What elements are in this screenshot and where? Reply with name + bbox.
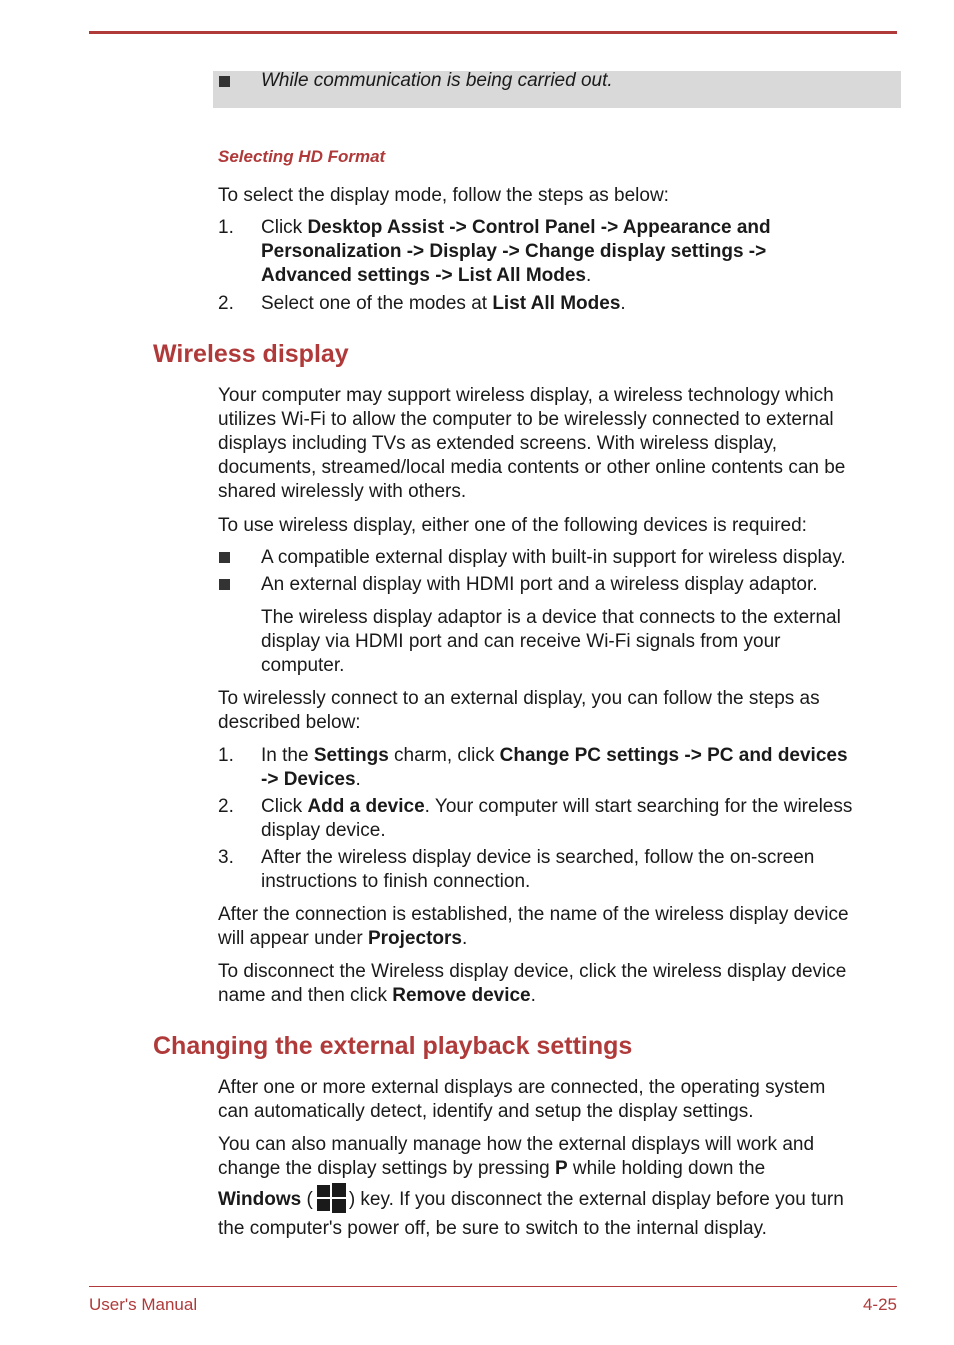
square-bullet-icon	[219, 76, 230, 87]
wireless-bullet-2-note: The wireless display adaptor is a device that connects to the external display via HDMI port and can receive Wi-Fi signals from your computer.	[261, 607, 841, 676]
step-number: 1.	[218, 745, 234, 766]
hd-intro: To select the display mode, follow the steps as below:	[218, 185, 669, 206]
wireless-para-4: After the connection is established, the name of the wireless display device will appear under Projectors.	[218, 904, 849, 949]
wireless-para-3: To wirelessly connect to an external display, you can follow the steps as described below:	[218, 688, 820, 733]
square-bullet-icon	[219, 552, 230, 563]
wireless-bullet-1: A compatible external display with built-in support for wireless display.	[261, 547, 846, 568]
wireless-step-3: After the wireless display device is searched, follow the on-screen instructions to finish connection.	[261, 847, 815, 892]
footer-manual-title: User's Manual	[89, 1295, 198, 1314]
subheading-hd-format: Selecting HD Format	[218, 147, 386, 166]
step-number: 1.	[218, 217, 234, 238]
footer-rule	[89, 1286, 897, 1287]
square-bullet-icon	[219, 579, 230, 590]
hd-step-1: Click Desktop Assist -> Control Panel -> Appearance and Personalization -> Display -> Change display settings -> Advanced settings -> List All Modes.	[261, 217, 771, 286]
windows-logo-icon	[315, 1182, 347, 1214]
note-text: While communication is being carried out.	[261, 70, 613, 91]
header-rule	[89, 31, 897, 34]
wireless-para-5: To disconnect the Wireless display device, click the wireless display device name and then click Remove device.	[218, 961, 847, 1006]
wireless-step-1: In the Settings charm, click Change PC settings -> PC and devices -> Devices.	[261, 745, 848, 790]
wireless-step-2: Click Add a device. Your computer will start searching for the wireless display device.	[261, 796, 853, 841]
playback-para-1: After one or more external displays are connected, the operating system can automatically detect, identify and setup the display settings.	[218, 1077, 826, 1122]
step-number: 3.	[218, 847, 234, 868]
step-number: 2.	[218, 293, 234, 314]
footer-page-number: 4-25	[862, 1295, 897, 1314]
section-heading-playback-settings: Changing the external playback settings	[153, 1032, 633, 1060]
wireless-para-2: To use wireless display, either one of the following devices is required:	[218, 515, 807, 536]
playback-para-2c: the computer's power off, be sure to switch to the internal display.	[218, 1218, 767, 1239]
playback-para-2a: You can also manually manage how the external displays will work and change the display settings by pressing P while holding down the	[218, 1134, 815, 1179]
step-number: 2.	[218, 796, 234, 817]
wireless-para-1: Your computer may support wireless display, a wireless technology which utilizes Wi-Fi to allow the computer to be wirelessly connected to external displays including TVs as extended screens. With wireless display, documents, streamed/local media contents or other online contents can be shared wirelessly with others.	[218, 385, 846, 502]
section-heading-wireless-display: Wireless display	[153, 340, 349, 368]
playback-para-2b: Windows ( ) key. If you disconnect the external display before you turn	[218, 1184, 844, 1216]
hd-step-2: Select one of the modes at List All Modes.	[261, 293, 626, 314]
wireless-bullet-2: An external display with HDMI port and a wireless display adaptor.	[261, 574, 818, 595]
